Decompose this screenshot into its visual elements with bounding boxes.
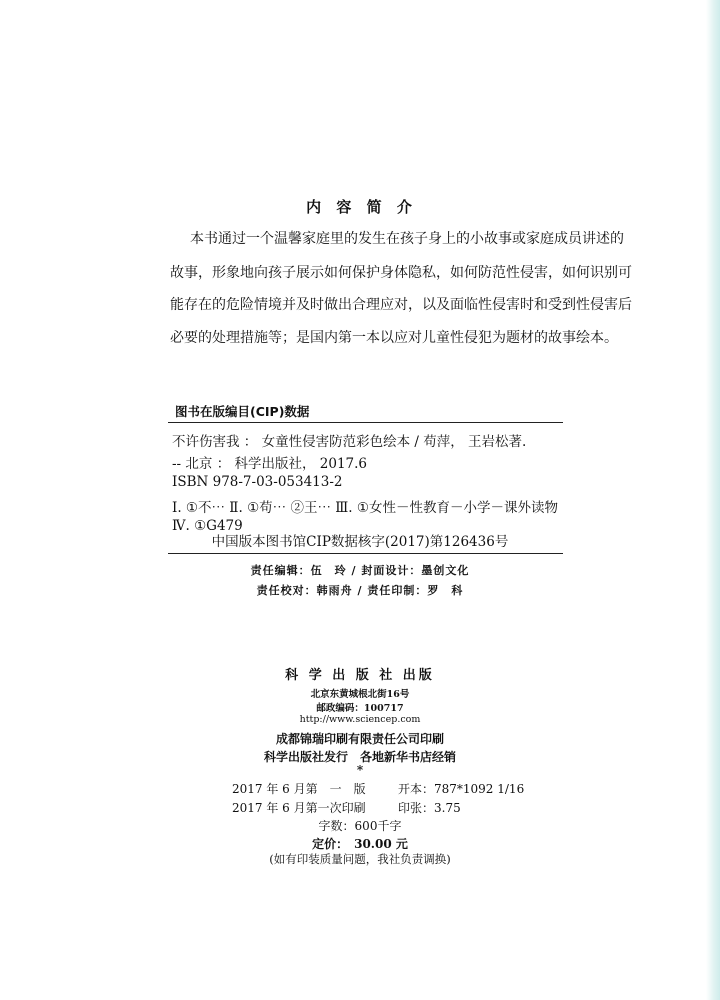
separator-star: * xyxy=(356,763,364,777)
staff-line-1: 责任编辑：伍 玲 / 封面设计：墨创文化 xyxy=(250,564,470,577)
intro-line-2: 故事，形象地向孩子展示如何保护身体隐私，如何防范性侵害，如何识别可 xyxy=(170,265,632,281)
edition-line: 2017 年 6 月第 一 版 xyxy=(232,782,366,796)
cip-line-1: 不许伤害我 ： 女童性侵害防范彩色绘本 / 苟萍， 王岩松著. xyxy=(172,434,527,450)
cip-title: 图书在版编目(CIP)数据 xyxy=(175,404,310,419)
cip-line-5: Ⅳ. ①G479 xyxy=(172,518,243,534)
format-line: 开本：787*1092 1/16 xyxy=(398,782,525,796)
sheets-line: 印张：3.75 xyxy=(398,801,461,815)
quality-notice: (如有印装质量问题，我社负责调换) xyxy=(269,852,451,866)
publisher-postcode: 邮政编码：100717 xyxy=(316,703,404,714)
printing-line: 2017 年 6 月第一次印刷 xyxy=(232,801,366,815)
cip-verify-number: 中国版本图书馆CIP数据核字(2017)第126436号 xyxy=(211,534,509,550)
staff-line-2: 责任校对：韩雨舟 / 责任印制：罗 科 xyxy=(256,584,464,597)
distributor-line: 科学出版社发行 各地新华书店经销 xyxy=(263,750,456,764)
intro-title: 内 容 简 介 xyxy=(306,198,414,216)
publisher-website: http://www.sciencep.com xyxy=(299,714,421,725)
cip-bottom-rule xyxy=(168,553,563,554)
publisher-address: 北京东黄城根北街16号 xyxy=(310,689,410,700)
printer-line: 成都锦瑞印刷有限责任公司印刷 xyxy=(275,732,444,746)
cip-line-2: -- 北京 ： 科学出版社， 2017.6 xyxy=(172,456,368,472)
intro-line-1: 本书通过一个温馨家庭里的发生在孩子身上的小故事或家庭成员讲述的 xyxy=(190,231,624,247)
cip-line-3: ISBN 978-7-03-053413-2 xyxy=(172,474,343,490)
publisher-name: 科 学 出 版 社 出版 xyxy=(285,668,435,683)
cip-top-rule xyxy=(168,422,563,423)
cip-line-4: Ⅰ. ①不⋯ Ⅱ. ①苟⋯ ②王⋯ Ⅲ. ①女性－性教育－小学－课外读物 xyxy=(172,500,558,516)
price-line: 定价： 30.00 元 xyxy=(312,837,408,851)
intro-line-3: 能存在的危险情境并及时做出合理应对，以及面临性侵害时和受到性侵害后 xyxy=(170,297,632,313)
words-line: 字数：600千字 xyxy=(318,819,402,833)
intro-line-4: 必要的处理措施等；是国内第一本以应对儿童性侵犯为题材的故事绘本。 xyxy=(170,330,618,346)
